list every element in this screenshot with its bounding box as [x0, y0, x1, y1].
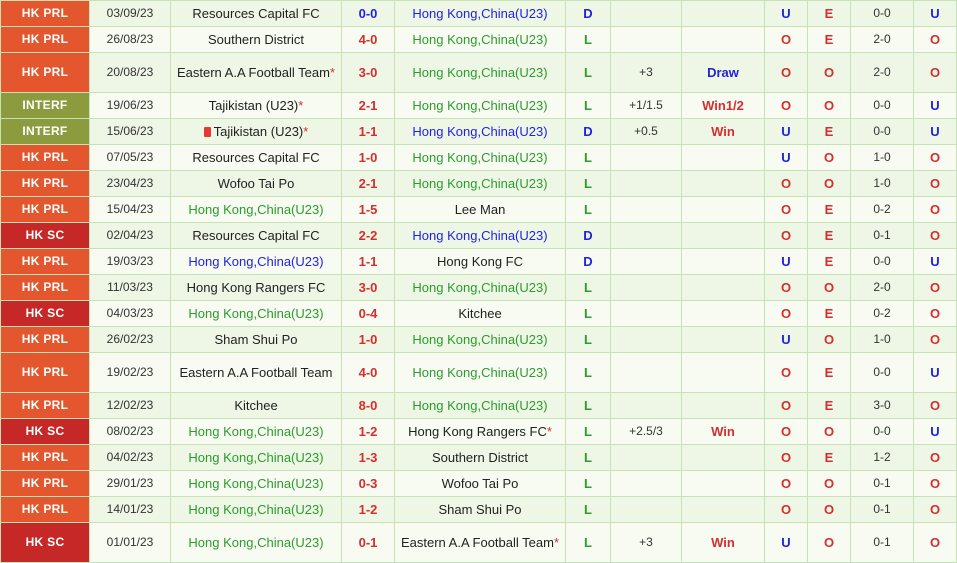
handicap-result — [682, 197, 765, 223]
odd-even-result: E — [808, 353, 851, 393]
half-time-ou-result: U — [914, 1, 957, 27]
match-date: 11/03/23 — [90, 275, 171, 301]
over-under-result: O — [765, 393, 808, 419]
odd-even-result: E — [808, 119, 851, 145]
over-under-result: O — [765, 353, 808, 393]
match-score[interactable]: 1-2 — [342, 497, 395, 523]
handicap-line — [611, 197, 682, 223]
over-under-result: U — [765, 523, 808, 563]
odd-even-result: O — [808, 171, 851, 197]
match-result: L — [566, 393, 611, 419]
table-row[interactable] — [1, 275, 957, 301]
handicap-line — [611, 471, 682, 497]
table-row[interactable] — [1, 393, 957, 419]
handicap-result — [682, 249, 765, 275]
home-team[interactable]: Hong Kong,China(U23) — [171, 197, 342, 223]
match-result: L — [566, 171, 611, 197]
away-team[interactable]: Lee Man — [395, 197, 566, 223]
match-score[interactable]: 0-1 — [342, 523, 395, 563]
over-under-result: U — [765, 119, 808, 145]
match-result: D — [566, 249, 611, 275]
handicap-line: +0.5 — [611, 119, 682, 145]
away-team[interactable]: Hong Kong,China(U23) — [395, 53, 566, 93]
match-result: L — [566, 353, 611, 393]
odd-even-result: O — [808, 523, 851, 563]
home-team[interactable]: Hong Kong,China(U23) — [171, 497, 342, 523]
competition-badge[interactable]: HK SC — [1, 419, 90, 445]
match-date: 19/02/23 — [90, 353, 171, 393]
odd-even-result: O — [808, 93, 851, 119]
away-team[interactable]: Hong Kong,China(U23) — [395, 145, 566, 171]
away-team[interactable]: Hong Kong,China(U23) — [395, 93, 566, 119]
half-time-ou-result: O — [914, 275, 957, 301]
away-team[interactable]: Kitchee — [395, 301, 566, 327]
odd-even-result: E — [808, 301, 851, 327]
handicap-line: +1/1.5 — [611, 93, 682, 119]
odd-even-result: O — [808, 327, 851, 353]
match-score[interactable]: 1-3 — [342, 445, 395, 471]
handicap-line — [611, 171, 682, 197]
handicap-result — [682, 301, 765, 327]
away-team[interactable]: Hong Kong,China(U23) — [395, 393, 566, 419]
half-time-ou-result: O — [914, 27, 957, 53]
half-time-ou-result: U — [914, 353, 957, 393]
away-team[interactable]: Hong Kong,China(U23) — [395, 27, 566, 53]
table-row[interactable] — [1, 197, 957, 223]
half-time-ou-result: O — [914, 301, 957, 327]
over-under-result: O — [765, 445, 808, 471]
match-score[interactable]: 1-0 — [342, 327, 395, 353]
competition-badge[interactable]: HK PRL — [1, 27, 90, 53]
handicap-line — [611, 1, 682, 27]
handicap-line — [611, 497, 682, 523]
odd-even-result: O — [808, 471, 851, 497]
match-result: L — [566, 53, 611, 93]
home-team[interactable]: Hong Kong,China(U23) — [171, 249, 342, 275]
half-time-ou-result: O — [914, 523, 957, 563]
home-team[interactable]: Eastern A.A Football Team — [171, 353, 342, 393]
match-score[interactable]: 1-2 — [342, 419, 395, 445]
table-row[interactable] — [1, 353, 957, 393]
competition-badge[interactable]: HK PRL — [1, 249, 90, 275]
half-time-score: 0-1 — [851, 523, 914, 563]
handicap-line — [611, 27, 682, 53]
odd-even-result: O — [808, 419, 851, 445]
over-under-result: O — [765, 419, 808, 445]
handicap-result: Win1/2 — [682, 93, 765, 119]
match-result: L — [566, 197, 611, 223]
match-date: 08/02/23 — [90, 419, 171, 445]
over-under-result: O — [765, 223, 808, 249]
half-time-score: 0-0 — [851, 249, 914, 275]
half-time-score: 0-1 — [851, 497, 914, 523]
half-time-ou-result: O — [914, 497, 957, 523]
handicap-line — [611, 301, 682, 327]
half-time-score: 2-0 — [851, 53, 914, 93]
match-result: L — [566, 93, 611, 119]
handicap-line — [611, 223, 682, 249]
match-result: L — [566, 445, 611, 471]
handicap-line — [611, 275, 682, 301]
table-row[interactable] — [1, 171, 957, 197]
half-time-score: 2-0 — [851, 275, 914, 301]
match-date: 19/03/23 — [90, 249, 171, 275]
table-row[interactable] — [1, 327, 957, 353]
match-date: 04/02/23 — [90, 445, 171, 471]
match-date: 15/04/23 — [90, 197, 171, 223]
over-under-result: O — [765, 171, 808, 197]
match-date: 04/03/23 — [90, 301, 171, 327]
away-team[interactable]: Hong Kong,China(U23) — [395, 275, 566, 301]
handicap-result — [682, 27, 765, 53]
handicap-result: Win — [682, 119, 765, 145]
half-time-ou-result: O — [914, 197, 957, 223]
match-date: 07/05/23 — [90, 145, 171, 171]
handicap-line — [611, 145, 682, 171]
match-score[interactable]: 3-0 — [342, 53, 395, 93]
odd-even-result: O — [808, 53, 851, 93]
table-row[interactable] — [1, 249, 957, 275]
red-card-icon — [204, 127, 211, 137]
competition-badge[interactable]: HK PRL — [1, 445, 90, 471]
over-under-result: U — [765, 249, 808, 275]
away-team[interactable]: Hong Kong,China(U23) — [395, 1, 566, 27]
match-date: 19/06/23 — [90, 93, 171, 119]
match-result: L — [566, 497, 611, 523]
match-score[interactable]: 1-5 — [342, 197, 395, 223]
home-team[interactable]: Hong Kong,China(U23) — [171, 419, 342, 445]
half-time-ou-result: O — [914, 471, 957, 497]
half-time-ou-result: O — [914, 223, 957, 249]
odd-even-result: E — [808, 27, 851, 53]
match-result: L — [566, 145, 611, 171]
match-result: L — [566, 301, 611, 327]
home-team[interactable]: Hong Kong,China(U23) — [171, 445, 342, 471]
match-date: 23/04/23 — [90, 171, 171, 197]
match-result: D — [566, 1, 611, 27]
competition-badge[interactable]: HK PRL — [1, 393, 90, 419]
half-time-score: 1-0 — [851, 327, 914, 353]
match-score[interactable]: 4-0 — [342, 27, 395, 53]
half-time-score: 0-0 — [851, 93, 914, 119]
home-team[interactable]: Kitchee — [171, 393, 342, 419]
half-time-score: 2-0 — [851, 27, 914, 53]
table-row[interactable] — [1, 223, 957, 249]
match-score[interactable]: 1-1 — [342, 249, 395, 275]
half-time-ou-result: O — [914, 53, 957, 93]
handicap-result — [682, 445, 765, 471]
competition-badge[interactable]: HK PRL — [1, 471, 90, 497]
half-time-score: 0-0 — [851, 419, 914, 445]
match-score[interactable]: 0-4 — [342, 301, 395, 327]
odd-even-result: O — [808, 497, 851, 523]
match-score[interactable]: 2-1 — [342, 171, 395, 197]
over-under-result: U — [765, 327, 808, 353]
match-score[interactable]: 2-1 — [342, 93, 395, 119]
table-row[interactable] — [1, 1, 957, 27]
handicap-result: Draw — [682, 53, 765, 93]
match-score[interactable]: 1-1 — [342, 119, 395, 145]
home-team[interactable]: Hong Kong,China(U23) — [171, 471, 342, 497]
home-team[interactable]: Sham Shui Po — [171, 327, 342, 353]
half-time-score: 0-0 — [851, 1, 914, 27]
table-row[interactable] — [1, 53, 957, 93]
odd-even-result: O — [808, 145, 851, 171]
match-date: 02/04/23 — [90, 223, 171, 249]
away-team[interactable]: Hong Kong,China(U23) — [395, 327, 566, 353]
home-team[interactable]: Hong Kong,China(U23) — [171, 301, 342, 327]
odd-even-result: E — [808, 197, 851, 223]
competition-badge[interactable]: HK PRL — [1, 327, 90, 353]
match-result: L — [566, 523, 611, 563]
table-row[interactable] — [1, 445, 957, 471]
half-time-score: 0-0 — [851, 353, 914, 393]
half-time-score: 0-0 — [851, 119, 914, 145]
match-date: 14/01/23 — [90, 497, 171, 523]
handicap-line — [611, 445, 682, 471]
home-team[interactable]: Hong Kong,China(U23) — [171, 523, 342, 563]
away-team[interactable]: Wofoo Tai Po — [395, 471, 566, 497]
half-time-score: 0-2 — [851, 301, 914, 327]
handicap-line — [611, 353, 682, 393]
handicap-line — [611, 327, 682, 353]
table-row[interactable] — [1, 471, 957, 497]
home-team[interactable]: Eastern A.A Football Team* — [171, 53, 342, 93]
half-time-score: 1-0 — [851, 145, 914, 171]
handicap-line — [611, 393, 682, 419]
over-under-result: O — [765, 301, 808, 327]
handicap-result — [682, 353, 765, 393]
match-date: 29/01/23 — [90, 471, 171, 497]
half-time-ou-result: O — [914, 327, 957, 353]
match-result: D — [566, 119, 611, 145]
handicap-result — [682, 223, 765, 249]
match-result: L — [566, 419, 611, 445]
match-date: 15/06/23 — [90, 119, 171, 145]
over-under-result: U — [765, 1, 808, 27]
handicap-result — [682, 1, 765, 27]
over-under-result: O — [765, 93, 808, 119]
match-result: L — [566, 327, 611, 353]
over-under-result: O — [765, 53, 808, 93]
away-team[interactable]: Hong Kong,China(U23) — [395, 223, 566, 249]
competition-badge[interactable]: HK SC — [1, 523, 90, 563]
handicap-result — [682, 327, 765, 353]
over-under-result: O — [765, 27, 808, 53]
competition-badge[interactable]: HK PRL — [1, 353, 90, 393]
match-result: L — [566, 27, 611, 53]
handicap-result — [682, 471, 765, 497]
match-score[interactable]: 8-0 — [342, 393, 395, 419]
match-result: L — [566, 275, 611, 301]
handicap-line: +3 — [611, 523, 682, 563]
half-time-ou-result: O — [914, 393, 957, 419]
away-team[interactable]: Hong Kong,China(U23) — [395, 171, 566, 197]
match-score[interactable]: 2-2 — [342, 223, 395, 249]
half-time-score: 1-0 — [851, 171, 914, 197]
handicap-result — [682, 393, 765, 419]
home-team[interactable]: Resources Capital FC — [171, 145, 342, 171]
competition-badge[interactable]: HK PRL — [1, 275, 90, 301]
odd-even-result: O — [808, 275, 851, 301]
match-score[interactable]: 3-0 — [342, 275, 395, 301]
handicap-result — [682, 171, 765, 197]
half-time-ou-result: O — [914, 145, 957, 171]
match-date: 26/02/23 — [90, 327, 171, 353]
match-score[interactable]: 0-3 — [342, 471, 395, 497]
match-score[interactable]: 4-0 — [342, 353, 395, 393]
table-row[interactable] — [1, 301, 957, 327]
match-date: 26/08/23 — [90, 27, 171, 53]
competition-badge[interactable]: INTERF — [1, 119, 90, 145]
away-team[interactable]: Hong Kong,China(U23) — [395, 353, 566, 393]
odd-even-result: E — [808, 223, 851, 249]
handicap-result: Win — [682, 523, 765, 563]
handicap-line — [611, 249, 682, 275]
home-team[interactable]: Resources Capital FC — [171, 1, 342, 27]
competition-badge[interactable]: HK SC — [1, 223, 90, 249]
handicap-line: +3 — [611, 53, 682, 93]
odd-even-result: E — [808, 1, 851, 27]
home-team[interactable]: Tajikistan (U23)* — [171, 119, 342, 145]
table-row[interactable] — [1, 419, 957, 445]
home-team[interactable]: Resources Capital FC — [171, 223, 342, 249]
competition-badge[interactable]: HK PRL — [1, 171, 90, 197]
away-team[interactable]: Hong Kong,China(U23) — [395, 119, 566, 145]
handicap-result — [682, 145, 765, 171]
half-time-ou-result: U — [914, 93, 957, 119]
match-result: D — [566, 223, 611, 249]
match-date: 12/02/23 — [90, 393, 171, 419]
handicap-result: Win — [682, 419, 765, 445]
over-under-result: U — [765, 145, 808, 171]
over-under-result: O — [765, 471, 808, 497]
handicap-result — [682, 497, 765, 523]
table-row[interactable] — [1, 145, 957, 171]
home-team[interactable]: Tajikistan (U23)* — [171, 93, 342, 119]
half-time-score: 0-1 — [851, 223, 914, 249]
competition-badge[interactable]: HK PRL — [1, 497, 90, 523]
table-row[interactable] — [1, 27, 957, 53]
over-under-result: O — [765, 197, 808, 223]
half-time-ou-result: U — [914, 419, 957, 445]
handicap-line: +2.5/3 — [611, 419, 682, 445]
away-team[interactable]: Southern District — [395, 445, 566, 471]
home-team[interactable]: Southern District — [171, 27, 342, 53]
half-time-ou-result: O — [914, 445, 957, 471]
match-score[interactable]: 0-0 — [342, 1, 395, 27]
match-result: L — [566, 471, 611, 497]
odd-even-result: E — [808, 445, 851, 471]
match-score[interactable]: 1-0 — [342, 145, 395, 171]
match-date: 20/08/23 — [90, 53, 171, 93]
away-team[interactable]: Sham Shui Po — [395, 497, 566, 523]
half-time-score: 3-0 — [851, 393, 914, 419]
away-team[interactable]: Hong Kong FC — [395, 249, 566, 275]
half-time-ou-result: O — [914, 171, 957, 197]
competition-badge[interactable]: HK PRL — [1, 145, 90, 171]
competition-badge[interactable]: HK PRL — [1, 197, 90, 223]
table-row[interactable] — [1, 497, 957, 523]
table-row[interactable] — [1, 93, 957, 119]
half-time-score: 0-1 — [851, 471, 914, 497]
half-time-ou-result: U — [914, 249, 957, 275]
odd-even-result: E — [808, 393, 851, 419]
home-team[interactable]: Wofoo Tai Po — [171, 171, 342, 197]
away-team[interactable]: Eastern A.A Football Team* — [395, 523, 566, 563]
over-under-result: O — [765, 497, 808, 523]
competition-badge[interactable]: HK PRL — [1, 1, 90, 27]
table-row[interactable] — [1, 119, 957, 145]
half-time-ou-result: U — [914, 119, 957, 145]
over-under-result: O — [765, 275, 808, 301]
table-row[interactable] — [1, 523, 957, 563]
home-team[interactable]: Hong Kong Rangers FC — [171, 275, 342, 301]
match-date: 03/09/23 — [90, 1, 171, 27]
half-time-score: 0-2 — [851, 197, 914, 223]
away-team[interactable]: Hong Kong Rangers FC* — [395, 419, 566, 445]
competition-badge[interactable]: INTERF — [1, 93, 90, 119]
handicap-result — [682, 275, 765, 301]
match-date: 01/01/23 — [90, 523, 171, 563]
competition-badge[interactable]: HK SC — [1, 301, 90, 327]
half-time-score: 1-2 — [851, 445, 914, 471]
odd-even-result: E — [808, 249, 851, 275]
competition-badge[interactable]: HK PRL — [1, 53, 90, 93]
